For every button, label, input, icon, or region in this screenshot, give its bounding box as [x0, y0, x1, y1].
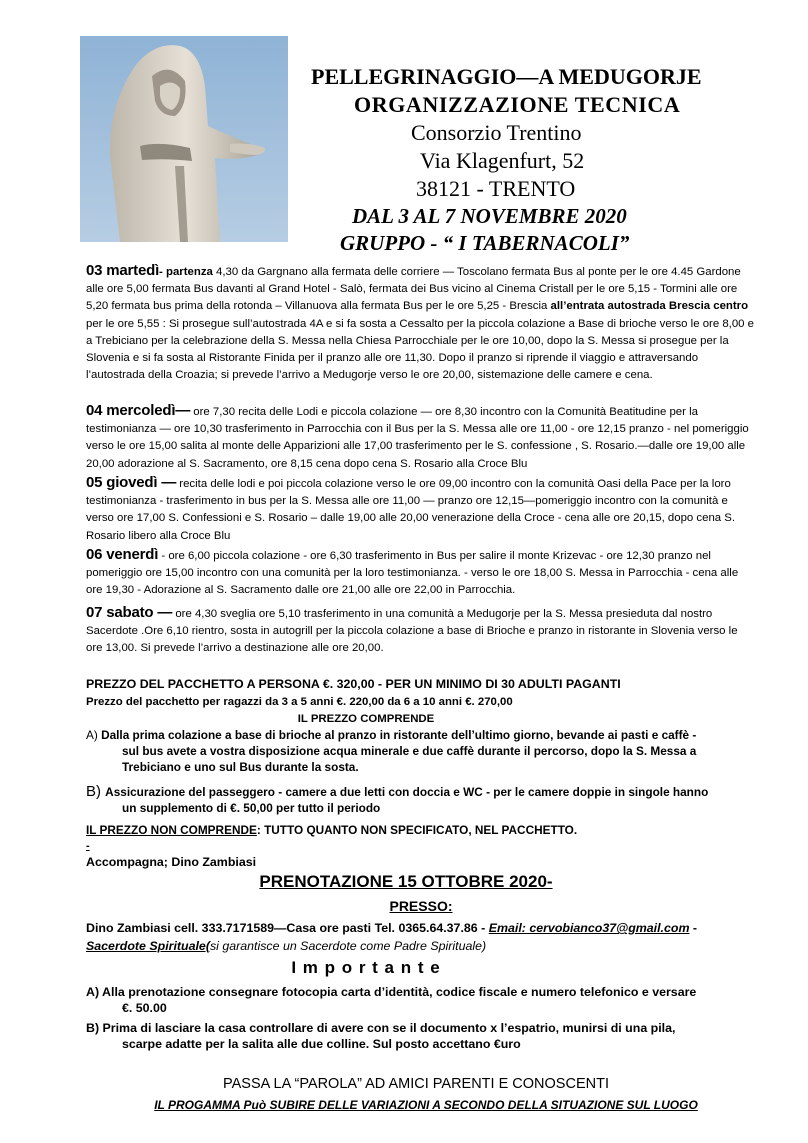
- not-included: IL PREZZO NON COMPRENDE: TUTTO QUANTO NON SPECIFICATO, NEL PACCHETTO.: [86, 823, 578, 837]
- important-item-a: A) Alla prenotazione consegnare fotocopia carta d’identità, codice fiscale e numero telefonico e versare €. 50.00: [86, 985, 697, 1015]
- booking-at: PRESSO:: [389, 898, 453, 914]
- program-day-3: 05 giovedì — recita delle lodi e poi piccola colazione verso le ore 09,00 incontro con la comunità Oasi della Pace per la loro testimonianza - trasferimento in bus per la S. Messa alle ore 11,00 — pranzo ore 12,15—pomeriggio incontro con la comunità e verso ore 17,00 S. Confessioni e S. Rosario – dalle 19,00 alle 20,00 venerazione della Croce - cena alle ore 20,15, dopo cena S. Rosario libero alla Croce Blu: [86, 474, 736, 542]
- booking-title: PRENOTAZIONE 15 OTTOBRE 2020-: [259, 872, 553, 891]
- footer-disclaimer: IL PROGAMMA Può SUBIRE DELLE VARIAZIONI A SECONDO DELLA SITUAZIONE SUL LUOGO: [154, 1098, 698, 1112]
- stray-mark: -: [86, 840, 90, 852]
- price-children: Prezzo del pacchetto per ragazzi da 3 a 5 anni €. 220,00 da 6 a 10 anni €. 270,00: [86, 696, 513, 708]
- important-title: I m p o r t a n t e: [291, 958, 441, 977]
- important-item-b: B) Prima di lasciare la casa controllare di avere con se il documento x l’espatrio, munirsi di una pila, scarpe adatte per la salita alle due colline. Sul posto accettano €uro: [86, 1021, 676, 1051]
- booking-contact: Dino Zambiasi cell. 333.7171589—Casa ore pasti Tel. 0365.64.37.86 - Email: cervobianco37@gmail.com -: [86, 921, 698, 935]
- includes-item-a: A) Dalla prima colazione a base di brioche al pranzo in ristorante dell’ultimo giorno, bevande ai pasti e caffè - sul bus avete a vostra disposizione acqua minerale e due caffè durante il percorso, dopo la S. Messa a Trebiciano e uno sul Bus durante la sosta.: [86, 728, 697, 774]
- companion: Accompagna; Dino Zambiasi: [86, 855, 257, 869]
- day-label: 03 martedì: [86, 262, 160, 279]
- day-label: 04 mercoledì—: [86, 402, 191, 419]
- group-name: GRUPPO - “ I TABERNACOLI”: [340, 231, 630, 255]
- day-label: 06 venerdì: [86, 546, 159, 563]
- includes-item-b: B) Assicurazione del passeggero - camere a due letti con doccia e WC - per le camere doppie in singole hanno un supplemento di €. 50,00 per tutto il periodo: [86, 783, 709, 815]
- program-day-1: 03 martedì- partenza 4,30 da Gargnano alla fermata delle corriere — Toscolano fermata Bus al ponte per le ore 4.45 Gardone alle ore 5,00 fermata Bus davanti al Grand Hotel - Salò, fermata dei Bus vicino al Cinema Cristall per le ore 5,15 - Tormini alle ore 5,20 fermata bus prima della rotonda – Villanuova alla fermata Bus per le ore 5,25 - Brescia all’entrata autostrada Brescia centro per le ore 5,55 : Si prosegue sull’autostrada 4A e si fa sosta a Cessalto per la piccola colazione a Base di brioche verso le ore 8,00 e a Trebiciano per la celebrazione della S. Messa nella Chiesa Parrocchiale per le ore 10,00, dopo la S. Messa si prosegue per la Slovenia e si fa sosta al Ristorante Finida per il pranzo alle ore 11,30. Dopo il pranzo si riprende il viaggio e attraversando l’autostrada della Croazia; si prevede l’arrivo a Medugorje verso le ore 20,00, sistemazione delle camere e cena.: [86, 262, 755, 382]
- title-pilgrimage: PELLEGRINAGGIO—A MEDUGORJE: [311, 64, 702, 89]
- program-day-2: 04 mercoledì— ore 7,30 recita delle Lodi e piccola colazione — ore 8,30 incontro con la Comunità Beatitudine per la testimonianza — ore 10,30 trasferimento in Parrocchia con il Bus per la S. Messa alle ore 11,00 - ore 12,15 pranzo - nel pomeriggio verso le ore 15,00 salita al monte delle Apparizioni alle 17,00 trasferimento per le S. confessione , S. Rosario.—dalle ore 19,00 alle 20,00 adorazione al S. Sacramento, ore 8,15 cena dopo cena S. Rosario alla Croce Blu: [86, 402, 749, 470]
- trip-dates: DAL 3 AL 7 NOVEMBRE 2020: [352, 204, 627, 228]
- footer-share: PASSA LA “PAROLA” AD AMICI PARENTI E CONOSCENTI: [223, 1076, 609, 1092]
- priest-note: Sacerdote Spirituale(si garantisce un Sacerdote come Padre Spirituale): [86, 939, 487, 953]
- includes-title: IL PREZZO COMPRENDE: [297, 713, 435, 725]
- title-organization: ORGANIZZAZIONE TECNICA: [354, 92, 681, 117]
- org-address: Via Klagenfurt, 52: [420, 148, 585, 173]
- price-per-person: PREZZO DEL PACCHETTO A PERSONA €. 320,00 - PER UN MINIMO DI 30 ADULTI PAGANTI: [86, 677, 621, 691]
- madonna-statue-photo: [80, 36, 288, 242]
- org-city: 38121 - TRENTO: [416, 176, 576, 201]
- day-label: 05 giovedì —: [86, 474, 177, 491]
- program-day-5: 07 sabato — ore 4,30 sveglia ore 5,10 trasferimento in una comunità a Medugorje per la S. Messa presieduta dal nostro Sacerdote .Ore 6,10 rientro, sosta in autogrill per la piccola colazione a base di Brioche e pranzo in ristorante in Slovenia verso le ore 13,00. Si prevede l’arrivo a destinazione alle ore 20,00.: [86, 604, 738, 655]
- org-name: Consorzio Trentino: [411, 120, 582, 145]
- program-day-4: 06 venerdì - ore 6,00 piccola colazione - ore 6,30 trasferimento in Bus per salire il monte Krizevac - ore 12,30 pranzo nel pomeriggio ore 15,00 incontro con una comunità per la loro testimonianza. - verso le ore 18,00 S. Messa in Parrocchia - cena alle ore 19,30 - Adorazione al S. Sacramento dalle ore 21,00 alle ore 22,00 in Parrocchia.: [86, 546, 739, 597]
- day-label: 07 sabato —: [86, 604, 173, 621]
- email-link[interactable]: Email: cervobianco37@gmail.com: [488, 921, 690, 935]
